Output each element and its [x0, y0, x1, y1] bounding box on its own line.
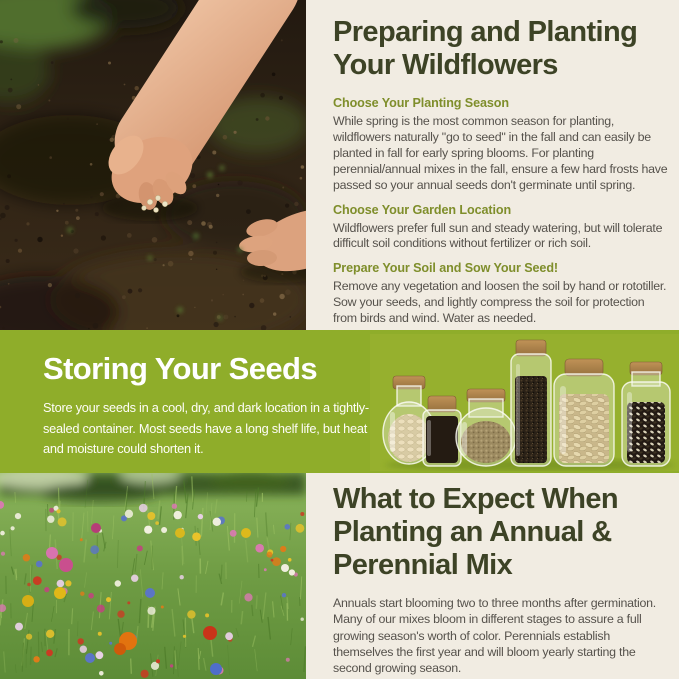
- planting-season-subsection: [333, 96, 671, 194]
- sowing-seeds-illustration: [0, 0, 306, 330]
- jar-dark-fine-seeds: [423, 396, 461, 466]
- jar-pumpkin-seeds: [554, 359, 614, 466]
- prepare-soil-heading: Prepare Your Soil and Sow Your Seed!: [333, 261, 559, 276]
- wildflower-meadow-photo: [0, 473, 306, 679]
- planting-season-body: While spring is the most common season for planting, wildflowers naturally "go to seed" in the fall and can easily be planted in fall for early spring blooms. For planting perennial/annual mixes in the fall, ensure a few hard frosts have passed so your annual seeds don't germinate until spring.: [333, 114, 668, 192]
- prepare-soil-body: Remove any vegetation and loosen the soil by hand or rototiller. Sow your seeds, and lightly compress the soil for protection from birds and wind. Water as needed.: [333, 279, 667, 326]
- prepare-soil-subsection: [333, 261, 671, 327]
- storing-seeds-body: Store your seeds in a cool, dry, and dark location in a tightly-sealed container. Most seeds have a long shelf life, but heat and moisture could shorten it.: [43, 400, 369, 456]
- garden-location-subsection: [333, 203, 671, 253]
- sowing-seeds-photo: [0, 0, 306, 330]
- jar-tall-chia: [511, 340, 551, 466]
- seed-jars-photo: [370, 334, 679, 471]
- what-to-expect-body: Annuals start blooming two to three months after germination. Many of our mixes bloom in different stages to assure a full growing season's worth of color. Perennials establish themselves the first year and will bloom yearly starting the second growing season.: [333, 596, 656, 676]
- storing-seeds-title: Storing Your Seeds: [43, 351, 317, 386]
- seed-jars-illustration: [370, 334, 679, 471]
- preparing-title: Preparing and Planting Your Wildflowers: [333, 16, 638, 81]
- what-to-expect-title: What to Expect When Planting an Annual & Perennial Mix: [333, 483, 619, 581]
- planting-season-heading: Choose Your Planting Season: [333, 96, 509, 110]
- wildflower-meadow-illustration: [0, 473, 306, 679]
- garden-location-body: Wildflowers prefer full sun and steady watering, but will tolerate difficult soil conditions without fertilizer or rich soil.: [333, 220, 663, 251]
- preparing-section: [333, 16, 671, 327]
- garden-location-heading: Choose Your Garden Location: [333, 202, 512, 217]
- what-to-expect-section: [333, 483, 665, 676]
- storing-seeds-band: [0, 330, 679, 473]
